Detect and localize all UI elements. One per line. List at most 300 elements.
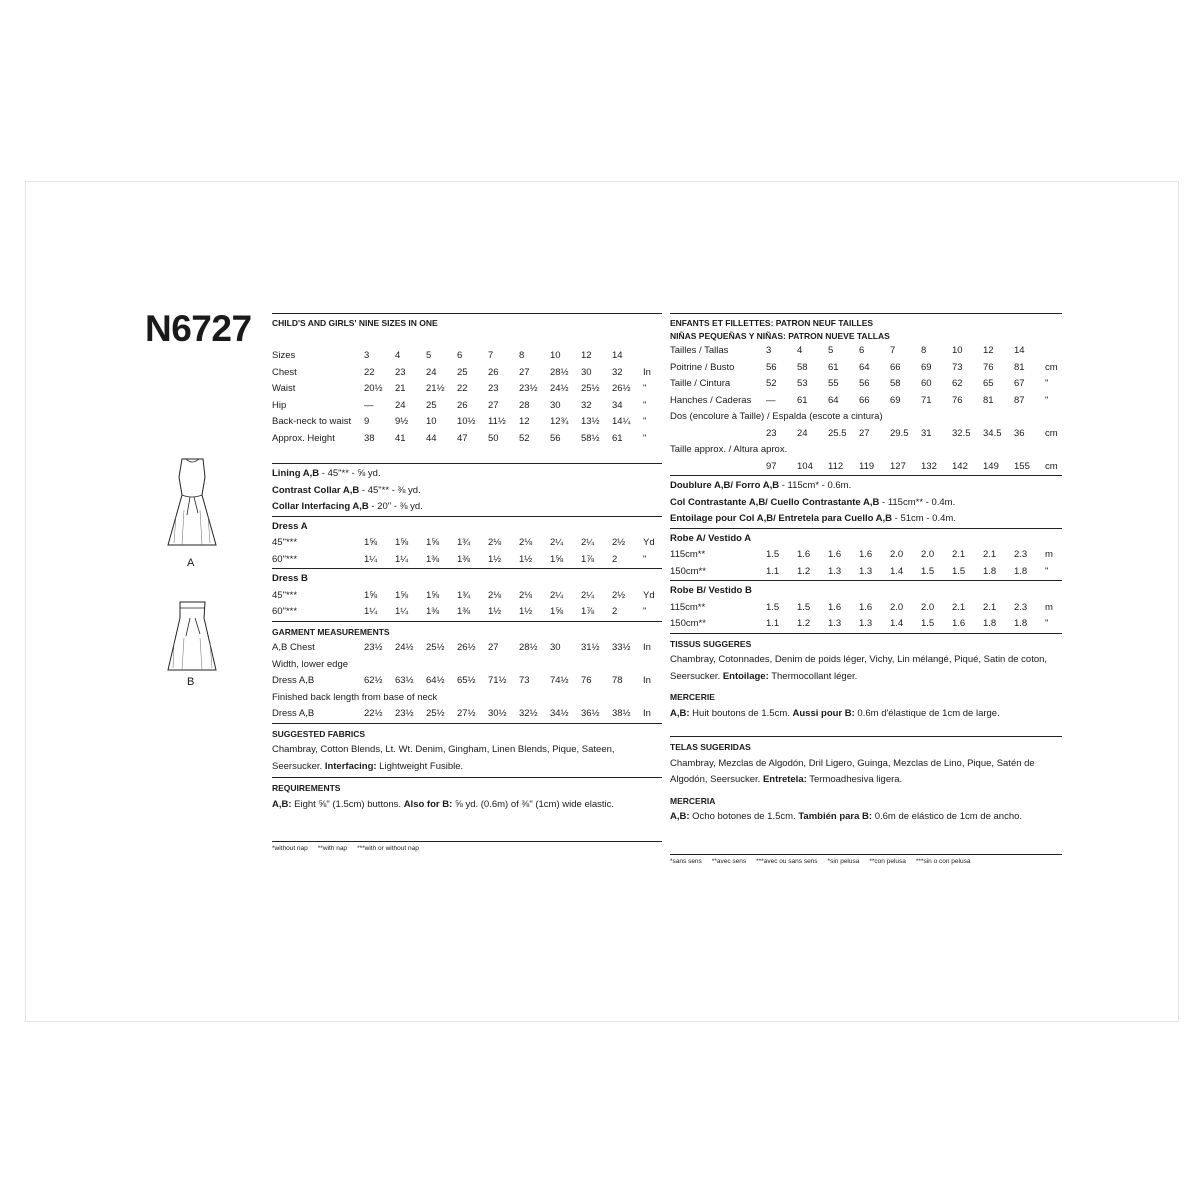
- table-cell: 1½: [519, 606, 533, 617]
- table-cell: 104: [797, 460, 813, 472]
- aussi-pour-b-text: 0.6m d'élastique de 1cm de large.: [854, 707, 1000, 719]
- table-cell: 2.1: [983, 549, 997, 560]
- table-cell: 52: [519, 432, 530, 444]
- table-cell: 27: [859, 427, 870, 439]
- table-row: [272, 706, 662, 723]
- table-cell: 71½: [488, 675, 507, 686]
- unit-cell: ": [643, 606, 647, 617]
- suggested-fabrics: [272, 723, 662, 778]
- table-cell: 24: [426, 366, 437, 378]
- table-cell: 112: [828, 460, 844, 472]
- table-row: [272, 552, 662, 569]
- table-cell: 2⅛: [519, 589, 533, 601]
- table-cell: 25.5: [828, 427, 847, 439]
- table-cell: 38: [364, 432, 375, 444]
- table-cell: 50: [488, 432, 499, 444]
- table-cell: 66: [859, 394, 870, 406]
- table-cell: 1⅝: [364, 589, 378, 601]
- table-cell: 1½: [488, 553, 502, 565]
- table-cell: 2⅛: [488, 537, 502, 548]
- requirement-label: Lining A,B: [272, 468, 320, 479]
- table-cell: 1.6: [859, 601, 873, 613]
- requirement-text: - 45"** - ⅝ yd.: [319, 468, 381, 479]
- table-cell: 58: [890, 378, 901, 389]
- table-cell: 64: [828, 394, 839, 406]
- suggested-fabrics-text: Chambray, Cotton Blends, Lt. Wt. Denim, Gingham, Linen Blends, Pique, Sateen, Seersucker.: [272, 744, 615, 772]
- requirement-text: - 45"** - ⅜ yd.: [359, 484, 421, 496]
- table-row: [272, 690, 662, 707]
- english-column: [272, 313, 662, 854]
- table-cell: 1.8: [983, 618, 997, 629]
- robe-b-yardage: [670, 580, 1062, 633]
- table-cell: 30: [581, 366, 592, 378]
- robe-a-label: Robe A/ Vestido A: [670, 532, 752, 544]
- requirement-line: [272, 466, 662, 483]
- table-cell: 10: [426, 416, 437, 427]
- table-cell: 24½: [395, 642, 414, 653]
- row-label: 150cm**: [670, 565, 706, 577]
- table-cell: 34½: [550, 708, 569, 719]
- table-cell: 6: [457, 350, 463, 361]
- table-row: [272, 381, 662, 398]
- table-cell: 1¼: [395, 553, 409, 565]
- table-cell: 22½: [364, 708, 383, 719]
- row-label: 115cm**: [670, 601, 706, 613]
- row-label: Poitrine / Busto: [670, 361, 735, 373]
- table-cell: 1½: [488, 606, 502, 617]
- tissus-suggeres: [670, 633, 1062, 688]
- row-label: Sizes: [272, 350, 296, 361]
- row-label: 150cm**: [670, 618, 706, 629]
- entretela-label: Entretela:: [762, 774, 807, 785]
- table-cell: 155: [1014, 460, 1030, 472]
- table-cell: 1.5: [766, 601, 780, 613]
- table-cell: 2¼: [550, 537, 564, 548]
- table-cell: 1⅜: [426, 606, 440, 617]
- table-cell: 1⅞: [581, 606, 595, 617]
- table-cell: 1.6: [828, 549, 842, 560]
- requirements: [272, 777, 662, 815]
- table-cell: 1¾: [457, 589, 471, 601]
- requirement-line: [272, 499, 662, 516]
- unit-cell: [643, 348, 662, 365]
- table-cell: 55: [828, 378, 839, 389]
- table-cell: 21: [395, 383, 406, 394]
- table-cell: 1⅝: [395, 537, 409, 548]
- table-cell: 1.3: [828, 565, 842, 577]
- table-cell: 7: [488, 350, 494, 361]
- requirement-line: [670, 495, 1062, 512]
- table-row: [670, 343, 1062, 360]
- table-cell: 28½: [550, 366, 569, 378]
- unit-cell: Yd: [643, 537, 655, 548]
- also-for-b-text: ⅝ yd. (0.6m) of ⅜" (1cm) wide elastic.: [452, 798, 615, 810]
- table-cell: 33½: [612, 642, 631, 653]
- table-cell: 73: [519, 675, 530, 686]
- garment-measurements: [272, 621, 662, 723]
- unit-cell: ": [643, 399, 647, 411]
- table-cell: 12: [581, 350, 592, 361]
- english-title: CHILD'S AND GIRLS' NINE SIZES IN ONE: [272, 318, 438, 328]
- table-cell: 81: [983, 394, 994, 406]
- table-cell: 1.1: [766, 618, 780, 629]
- requirement-label: Col Contrastante A,B/ Cuello Contrastante A,B: [670, 496, 880, 508]
- row-label: 115cm**: [670, 549, 706, 560]
- footnote: ***with or without nap: [357, 845, 419, 852]
- table-cell: 10: [952, 345, 963, 356]
- table-cell: 1⅜: [457, 553, 471, 565]
- table-row: [670, 360, 1062, 377]
- table-cell: 2.0: [921, 601, 935, 613]
- row-label: A,B Chest: [272, 642, 315, 653]
- row-label: Dress A,B: [272, 708, 315, 719]
- table-cell: 21½: [426, 383, 445, 394]
- suggested-fabrics-title: SUGGESTED FABRICS: [272, 728, 366, 739]
- footnote: ***avec ou sans sens: [756, 857, 818, 865]
- table-cell: 2.0: [890, 549, 904, 560]
- table-cell: 2¼: [581, 537, 595, 548]
- table-cell: 25½: [581, 383, 600, 394]
- table-cell: 1.4: [890, 565, 904, 577]
- table-cell: 14: [612, 350, 623, 361]
- table-cell: 1.2: [797, 618, 811, 629]
- table-cell: 12¾: [550, 416, 569, 427]
- row-label: Dress A,B: [272, 675, 315, 686]
- table-cell: 149: [983, 460, 999, 472]
- table-cell: 66: [890, 361, 901, 373]
- table-cell: 1.2: [797, 565, 811, 577]
- requirement-text: - 115cm** - 0.4m.: [879, 496, 956, 508]
- view-a-label: A: [187, 557, 195, 569]
- table-row: [670, 426, 1062, 443]
- table-cell: 1.5: [952, 565, 966, 577]
- table-cell: 2.1: [983, 601, 997, 613]
- table-row: [272, 365, 662, 382]
- table-cell: 69: [921, 361, 932, 373]
- entretela-text: Termoadhesiva ligera.: [806, 774, 903, 785]
- table-cell: 29.5: [890, 427, 909, 439]
- table-cell: 26½: [457, 642, 476, 653]
- table-cell: 8: [519, 350, 525, 361]
- requirements-text: Eight ⅝" (1.5cm) buttons.: [291, 798, 404, 810]
- table-cell: 81: [1014, 361, 1025, 373]
- requirements-label: A,B:: [272, 798, 292, 810]
- table-cell: 76: [581, 675, 592, 686]
- table-cell: 62½: [364, 675, 383, 686]
- table-cell: 44: [426, 432, 437, 444]
- interfacing-text: Lightweight Fusible.: [376, 760, 464, 772]
- unit-cell: ": [643, 553, 647, 565]
- table-row: [272, 414, 662, 431]
- table-cell: 31½: [581, 642, 600, 653]
- unit-cell: Yd: [643, 589, 655, 601]
- table-cell: 26½: [612, 383, 631, 394]
- table-cell: —: [766, 394, 776, 406]
- row-label: 45"***: [272, 537, 298, 548]
- table-cell: 2.1: [952, 549, 966, 560]
- table-cell: 1.3: [859, 565, 873, 577]
- footnote: *sin pelusa: [827, 857, 860, 865]
- tissus-title: TISSUS SUGGERES: [670, 638, 752, 649]
- table-cell: 1.8: [1014, 618, 1028, 629]
- table-cell: 2: [612, 553, 618, 565]
- table-cell: 26: [488, 366, 499, 378]
- table-cell: 4: [395, 350, 401, 361]
- table-cell: 12: [983, 345, 994, 356]
- table-cell: 1.5: [921, 565, 935, 577]
- table-cell: 2⅛: [488, 589, 502, 601]
- table-cell: 69: [890, 394, 901, 406]
- requirements-title: REQUIREMENTS: [272, 783, 341, 793]
- requirement-text: - 115cm* - 0.6m.: [779, 480, 852, 491]
- table-cell: 142: [952, 460, 968, 472]
- table-cell: 28½: [519, 642, 538, 653]
- table-cell: 1.4: [890, 618, 904, 629]
- dress-b-yardage: [272, 568, 662, 621]
- table-cell: 2.3: [1014, 549, 1028, 560]
- unit-cell: ": [643, 416, 647, 427]
- table-cell: 61: [797, 394, 808, 406]
- french-title: ENFANTS ET FILLETTES: PATRON NEUF TAILLES: [670, 318, 874, 328]
- table-row: [272, 431, 662, 448]
- view-a-dress-sketch: [160, 455, 225, 555]
- table-row: [670, 616, 1062, 633]
- table-cell: 2: [612, 606, 618, 617]
- table-cell: 2.0: [890, 601, 904, 613]
- mercerie: [670, 687, 1062, 724]
- table-cell: 1.5: [797, 601, 811, 613]
- row-label: Tailles / Tallas: [670, 345, 729, 356]
- row-label: Waist: [272, 383, 296, 394]
- table-cell: 1.8: [983, 565, 997, 577]
- requirement-label: Doublure A,B/ Forro A,B: [670, 480, 780, 491]
- row-label: 60"***: [272, 553, 298, 565]
- table-row: [670, 600, 1062, 617]
- table-cell: 14: [1014, 345, 1025, 356]
- requirement-line: [670, 511, 1062, 528]
- table-cell: 47: [457, 432, 468, 444]
- footnote: *without nap: [272, 845, 308, 852]
- table-cell: 1⅝: [550, 606, 564, 617]
- table-cell: 64½: [426, 675, 445, 686]
- requirement-label: Contrast Collar A,B: [272, 484, 360, 496]
- table-cell: 38½: [612, 708, 631, 719]
- unit-cell: ": [1045, 565, 1049, 577]
- table-cell: 30½: [488, 708, 507, 719]
- table-cell: 53: [797, 378, 808, 389]
- table-cell: 34: [612, 399, 623, 411]
- table-cell: 30: [550, 399, 561, 411]
- table-cell: 23½: [395, 708, 414, 719]
- table-cell: 27: [519, 366, 530, 378]
- table-cell: 9: [364, 416, 370, 427]
- doublure-lines: [670, 475, 1062, 528]
- unit-cell: m: [1045, 549, 1053, 560]
- unit-cell: ": [1045, 394, 1049, 406]
- table-cell: 65: [983, 378, 994, 389]
- table-row: [272, 640, 662, 657]
- unit-cell: In: [643, 366, 651, 378]
- french-spanish-footnotes: [670, 854, 1062, 867]
- table-cell: 32.5: [952, 427, 971, 439]
- requirement-label: Collar Interfacing A,B: [272, 501, 369, 512]
- table-cell: 1.5: [921, 618, 935, 629]
- row-label: Approx. Height: [272, 432, 335, 444]
- row-label: Back-neck to waist: [272, 416, 352, 427]
- table-cell: 20½: [364, 383, 383, 394]
- row-label: Hanches / Caderas: [670, 394, 752, 406]
- table-cell: 24½: [550, 383, 569, 394]
- english-footnotes: [272, 841, 662, 854]
- interfacing-label: Interfacing:: [324, 760, 377, 772]
- table-cell: 1.8: [1014, 565, 1028, 577]
- table-cell: 119: [859, 460, 875, 472]
- table-cell: 56: [859, 378, 870, 389]
- table-cell: 58½: [581, 432, 600, 444]
- unit-cell: ": [643, 383, 647, 394]
- table-row: [670, 393, 1062, 410]
- table-cell: 41: [395, 432, 406, 444]
- table-cell: 60: [921, 378, 932, 389]
- table-cell: 22: [457, 383, 468, 394]
- table-cell: 52: [766, 378, 777, 389]
- table-cell: 1⅜: [457, 606, 471, 617]
- table-row: [272, 588, 662, 605]
- table-cell: 9½: [395, 416, 409, 427]
- table-cell: 1⅝: [364, 537, 378, 548]
- pattern-number: N6727: [145, 308, 252, 349]
- unit-cell: In: [643, 708, 651, 719]
- table-cell: 97: [766, 460, 777, 472]
- unit-cell: In: [643, 642, 651, 653]
- table-cell: 36½: [581, 708, 600, 719]
- unit-cell: cm: [1045, 361, 1058, 373]
- dress-b-label: Dress B: [272, 573, 308, 584]
- table-cell: 1⅞: [581, 553, 595, 565]
- table-cell: 7: [890, 345, 896, 356]
- table-cell: 65½: [457, 675, 476, 686]
- merceria-title: MERCERIA: [670, 795, 716, 806]
- table-cell: 1.1: [766, 565, 780, 577]
- table-cell: 22: [364, 366, 375, 378]
- entoilage-text: Thermocollant léger.: [768, 670, 858, 682]
- table-cell: 25: [426, 399, 437, 411]
- footnote: ***sin o con pelusa: [915, 857, 971, 865]
- telas-sugeridas: [670, 736, 1062, 791]
- table-cell: 2½: [612, 589, 626, 601]
- table-cell: 31: [921, 427, 932, 439]
- unit-cell: cm: [1045, 427, 1058, 439]
- height-label: Taille approx. / Altura aprox.: [670, 444, 788, 455]
- table-cell: 8: [921, 345, 927, 356]
- table-cell: 1⅝: [426, 537, 440, 548]
- row-label: 60"***: [272, 606, 298, 617]
- row-label: Chest: [272, 366, 297, 378]
- table-row: [670, 547, 1062, 564]
- table-cell: 1.6: [797, 549, 811, 560]
- table-cell: 23: [766, 427, 777, 439]
- table-cell: 28: [519, 399, 530, 411]
- row-label: Finished back length from base of neck: [272, 691, 438, 703]
- table-cell: 11½: [488, 416, 506, 427]
- table-cell: 5: [426, 350, 432, 361]
- spanish-title: NIÑAS PEQUEÑAS Y NIÑAS: PATRON NUEVE TALLAS: [670, 331, 890, 341]
- table-cell: 76: [983, 361, 994, 373]
- view-b-dress-sketch: [160, 592, 225, 677]
- table-cell: 1⅝: [395, 589, 409, 601]
- table-cell: 56: [550, 432, 561, 444]
- table-cell: 1.3: [859, 618, 873, 629]
- table-cell: 24: [395, 399, 406, 411]
- robe-a-yardage: [670, 528, 1062, 581]
- table-cell: 61: [828, 361, 839, 373]
- table-row: [272, 604, 662, 621]
- row-label-spacer: [670, 426, 766, 443]
- table-cell: 3: [364, 350, 370, 361]
- table-cell: 2⅛: [519, 537, 533, 548]
- table-cell: 24: [797, 427, 808, 439]
- table-cell: 23½: [519, 383, 538, 394]
- table-cell: 1.5: [766, 549, 780, 560]
- table-cell: 23: [395, 366, 406, 378]
- footnote: **avec sens: [711, 857, 747, 865]
- row-label-spacer: [670, 459, 766, 476]
- table-row: [670, 564, 1062, 581]
- telas-text: Chambray, Mezclas de Algodón, Dril Ligero, Guinga, Mezclas de Lino, Pique, Satén de Algodón, Seersucker.: [670, 757, 1035, 785]
- table-cell: 1½: [519, 553, 533, 565]
- table-cell: 71: [921, 394, 932, 406]
- table-cell: 2½: [612, 537, 626, 548]
- table-cell: 32: [612, 366, 623, 378]
- table-cell: 5: [828, 345, 834, 356]
- telas-title: TELAS SUGERIDAS: [670, 742, 751, 752]
- requirement-text: - 20" - ⅜ yd.: [368, 501, 423, 512]
- table-cell: 10: [550, 350, 561, 361]
- body-measurements-table-fr: [670, 343, 1062, 409]
- requirement-text: - 51cm - 0.4m.: [892, 513, 956, 524]
- table-cell: 1.3: [828, 618, 842, 629]
- french-spanish-column: [670, 313, 1062, 867]
- table-cell: 23: [488, 383, 499, 394]
- table-cell: 1¼: [364, 553, 378, 565]
- tissus-text: Chambray, Cotonnades, Denim de poids léger, Vichy, Lin mélangé, Piqué, Satin de coton, Seersucker.: [670, 654, 1048, 682]
- unit-cell: ": [1045, 618, 1049, 629]
- table-cell: 78: [612, 675, 623, 686]
- table-row: [272, 657, 662, 674]
- table-cell: 62: [952, 378, 963, 389]
- table-cell: 64: [859, 361, 870, 373]
- robe-b-label: Robe B/ Vestido B: [670, 585, 752, 596]
- footnote: *sans sens: [670, 857, 702, 865]
- table-row: [272, 398, 662, 415]
- table-row: [670, 376, 1062, 393]
- table-cell: 76: [952, 394, 963, 406]
- table-cell: 2¼: [550, 589, 564, 601]
- table-cell: 1¼: [395, 606, 409, 617]
- table-cell: 1¼: [364, 606, 378, 617]
- table-cell: 2¼: [581, 589, 595, 601]
- row-label: Width, lower edge: [272, 658, 349, 670]
- footnote: **with nap: [317, 845, 348, 852]
- table-cell: 74½: [550, 675, 569, 686]
- lining-lines: [272, 463, 662, 516]
- requirement-label: Entoilage pour Col A,B/ Entretela para Cuello A,B: [670, 513, 893, 524]
- unit-cell: In: [643, 675, 651, 686]
- table-cell: 127: [890, 460, 906, 472]
- merceria: [670, 791, 1062, 828]
- footnote: **con pelusa: [869, 857, 906, 865]
- dress-a-label: Dress A: [272, 520, 308, 532]
